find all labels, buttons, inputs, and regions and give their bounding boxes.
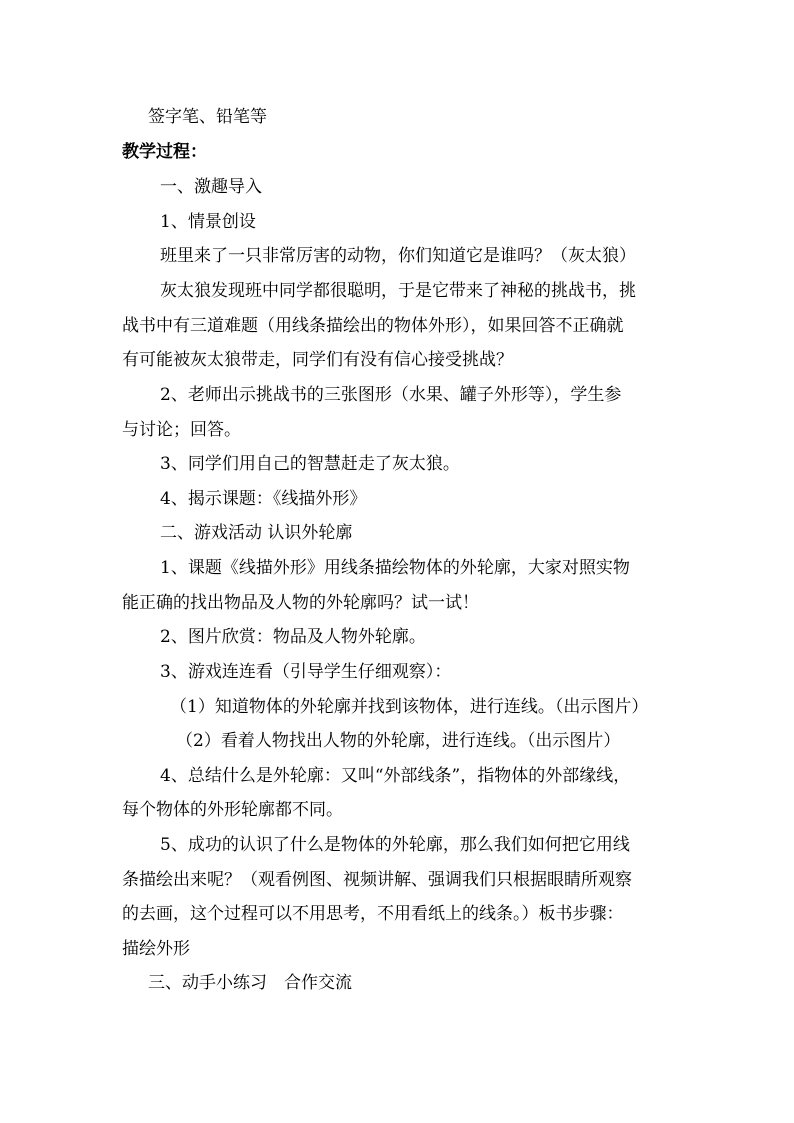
materials-line: 签字笔、铅笔等 xyxy=(148,107,267,127)
paragraph-line: 能正确的找出物品及人物的外轮廓吗？试一试！ xyxy=(122,593,479,613)
paragraph-line: 有可能被灰太狼带走，同学们有没有信心接受挑战？ xyxy=(122,350,513,370)
paragraph-line: 4、总结什么是外轮廓：又叫“外部线条”，指物体的外部缘线， xyxy=(160,766,631,786)
paragraph-line: 3、同学们用自己的智慧赶走了灰太狼。 xyxy=(160,454,460,474)
paragraph-line: （1）知道物体的外轮廓并找到该物体，进行连线。（出示图片） xyxy=(170,697,649,717)
paragraph-line: 每个物体的外形轮廓都不同。 xyxy=(122,800,343,820)
subheading-game-activity: 二、游戏活动 认识外轮廓 xyxy=(160,523,353,543)
paragraph-line: 灰太狼发现班中同学都很聪明，于是它带来了神秘的挑战书，挑 xyxy=(160,281,636,301)
paragraph-line: 5、成功的认识了什么是物体的外轮廓，那么我们如何把它用线 xyxy=(160,835,630,855)
paragraph-line: 战书中有三道难题（用线条描绘出的物体外形），如果回答不正确就 xyxy=(122,316,624,336)
paragraph-line: 1、课题《线描外形》用线条描绘物体的外轮廓，大家对照实物 xyxy=(160,558,630,578)
paragraph-line: 班里来了一只非常厉害的动物，你们知道它是谁吗？（灰太狼） xyxy=(160,246,636,266)
paragraph-line: 2、图片欣赏：物品及人物外轮廓。 xyxy=(160,627,426,647)
subheading-intro: 一、激趣导入 xyxy=(160,177,262,197)
paragraph-line: 条描绘出来呢？（观看例图、视频讲解、强调我们只根据眼睛所观察 xyxy=(122,870,632,890)
paragraph-line: （2）看着人物找出人物的外轮廓，进行连线。（出示图片） xyxy=(176,731,621,751)
paragraph-line: 与讨论；回答。 xyxy=(122,420,241,440)
paragraph-line: 4、揭示课题：《线描外形》 xyxy=(160,489,367,509)
paragraph-line: 2、老师出示挑战书的三张图形（水果、罐子外形等），学生参 xyxy=(160,385,622,405)
paragraph-line: 的去画，这个过程可以不用思考，不用看纸上的线条。）板书步骤： xyxy=(122,904,624,924)
subheading-hands-on-practice: 三、动手小练习 合作交流 xyxy=(148,973,352,993)
item-scenario: 1、情景创设 xyxy=(160,212,256,232)
section-heading-teaching-process: 教学过程： xyxy=(122,142,207,162)
paragraph-line: 3、游戏连连看（引导学生仔细观察）： xyxy=(160,662,452,682)
paragraph-line: 描绘外形 xyxy=(122,939,190,959)
